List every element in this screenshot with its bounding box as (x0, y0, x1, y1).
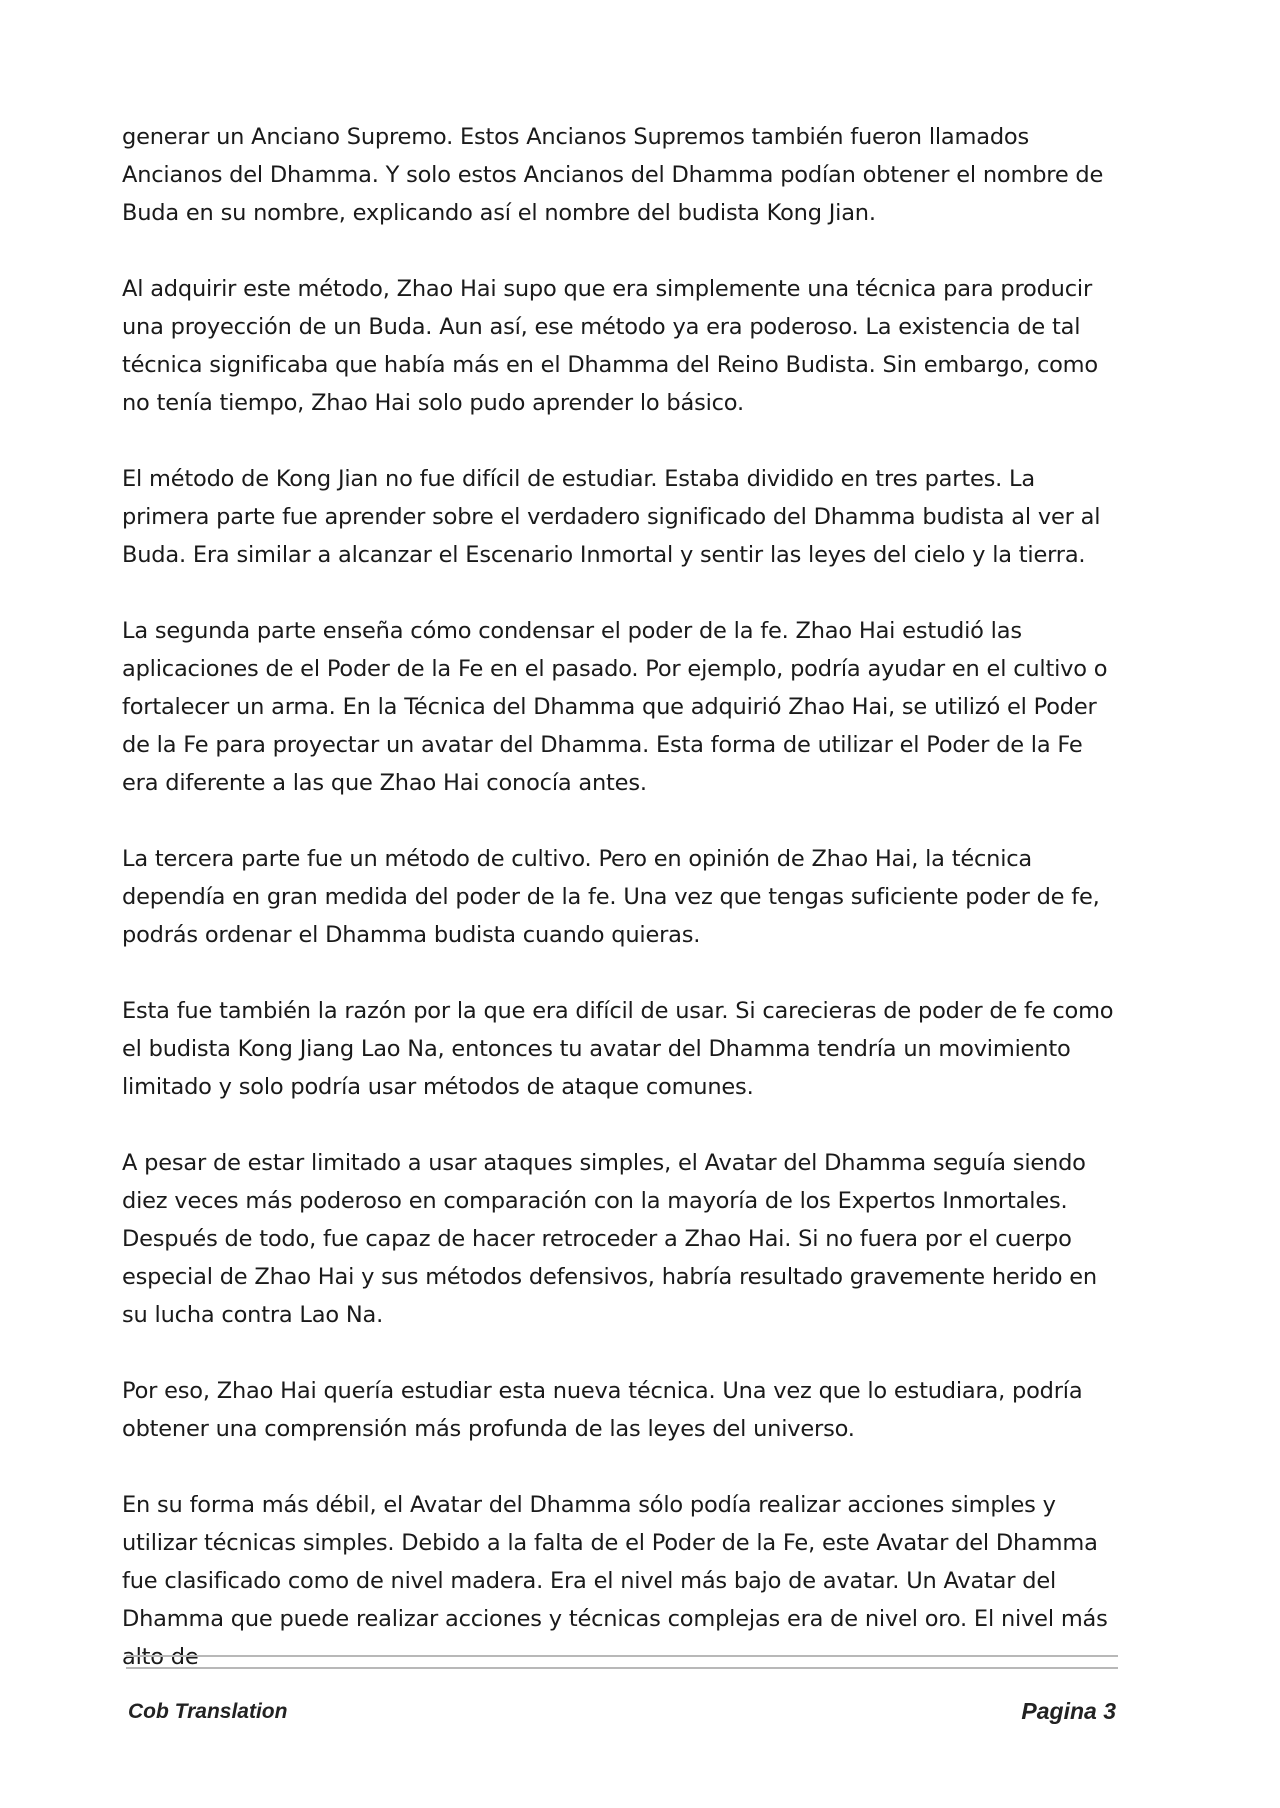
paragraph: A pesar de estar limitado a usar ataques simples, el Avatar del Dhamma seguía siendo diez veces más poderoso en comparación con la mayoría de los Expertos Inmortales. Después de todo, fue capaz de hacer retroceder a Zhao Hai. Si no fuera por el cuerpo especial de Zhao Hai y sus métodos defensivos, habría resultado gravemente herido en su lucha contra Lao Na. (122, 1150, 1097, 1328)
footer-divider (126, 1667, 1118, 1669)
paragraph: Por eso, Zhao Hai quería estudiar esta nueva técnica. Una vez que lo estudiara, podría obtener una comprensión más profunda de las leyes del universo. (122, 1378, 1083, 1442)
paragraph: El método de Kong Jian no fue difícil de estudiar. Estaba dividido en tres partes. La primera parte fue aprender sobre el verdadero significado del Dhamma budista al ver al Buda. Era similar a alcanzar el Escenario Inmortal y sentir las leyes del cielo y la tierra. (122, 466, 1101, 568)
footer-page-number: Pagina 3 (1021, 1698, 1116, 1724)
footer-divider (126, 1655, 1118, 1657)
paragraph: La tercera parte fue un método de cultivo. Pero en opinión de Zhao Hai, la técnica dependía en gran medida del poder de la fe. Una vez que tengas suficiente poder de fe, podrás ordenar el Dhamma budista cuando quieras. (122, 846, 1100, 948)
paragraph: En su forma más débil, el Avatar del Dhamma sólo podía realizar acciones simples y utilizar técnicas simples. Debido a la falta de el Poder de la Fe, este Avatar del Dhamma fue clasificado como de nivel madera. Era el nivel más bajo de avatar. Un Avatar del Dhamma que puede realizar acciones y técnicas complejas era de nivel oro. El nivel más alto de (122, 1492, 1108, 1670)
paragraph: Al adquirir este método, Zhao Hai supo que era simplemente una técnica para producir una proyección de un Buda. Aun así, ese método ya era poderoso. La existencia de tal técnica significaba que había más en el Dhamma del Reino Budista. Sin embargo, como no tenía tiempo, Zhao Hai solo pudo aprender lo básico. (122, 276, 1098, 416)
paragraph: La segunda parte enseña cómo condensar el poder de la fe. Zhao Hai estudió las aplicaciones de el Poder de la Fe en el pasado. Por ejemplo, podría ayudar en el cultivo o fortalecer un arma. En la Técnica del Dhamma que adquirió Zhao Hai, se utilizó el Poder de la Fe para proyectar un avatar del Dhamma. Esta forma de utilizar el Poder de la Fe era diferente a las que Zhao Hai conocía antes. (122, 618, 1108, 796)
footer-translator-credit: Cob Translation (128, 1700, 288, 1723)
document-body (122, 118, 1124, 1676)
paragraph: Esta fue también la razón por la que era difícil de usar. Si carecieras de poder de fe como el budista Kong Jiang Lao Na, entonces tu avatar del Dhamma tendría un movimiento limitado y solo podría usar métodos de ataque comunes. (122, 998, 1114, 1100)
paragraph: generar un Anciano Supremo. Estos Ancianos Supremos también fueron llamados Ancianos del Dhamma. Y solo estos Ancianos del Dhamma podían obtener el nombre de Buda en su nombre, explicando así el nombre del budista Kong Jian. (122, 124, 1104, 226)
